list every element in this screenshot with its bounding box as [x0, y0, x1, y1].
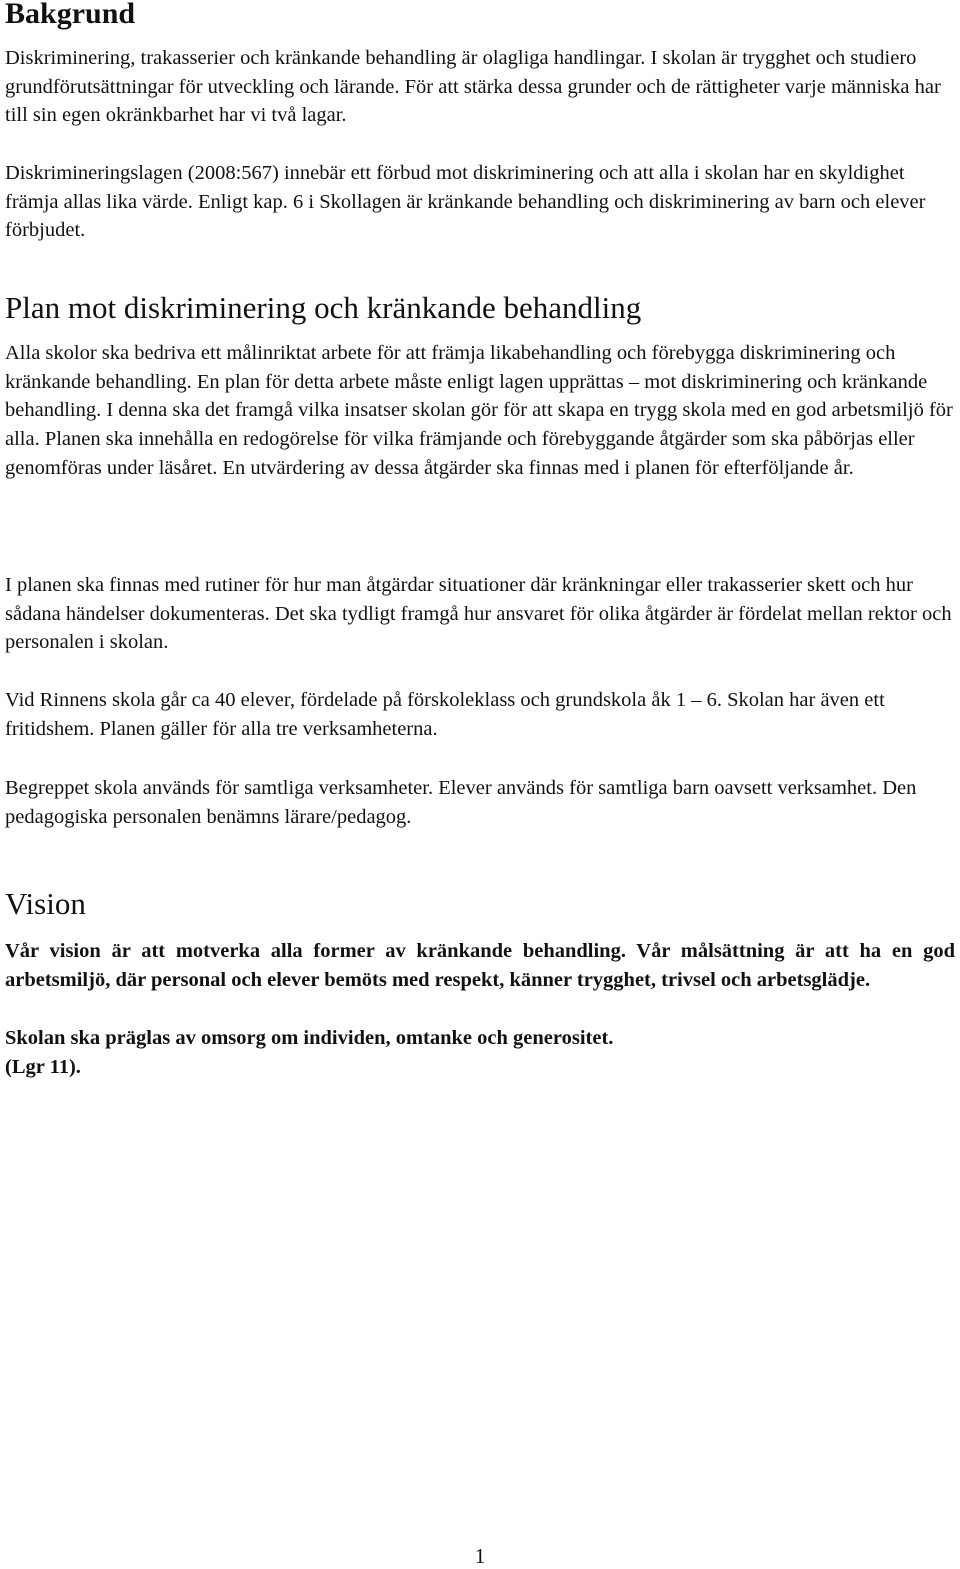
- plan-paragraph-2: I planen ska finnas med rutiner för hur man åtgärdar situationer där kränkningar eller trakasserier skett och hur sådana händelser dokumenteras. Det ska tydligt framgå hur ansvaret för olika åtgärder är fördelat mellan rektor och personalen i skolan.: [5, 574, 952, 654]
- plan-paragraph-4: Begreppet skola används för samtliga verksamheter. Elever används för samtliga barn oavsett verksamhet. Den pedagogiska personalen benämns lärare/pedagog.: [5, 777, 917, 828]
- heading-vision: Vision: [5, 886, 86, 921]
- page-number: 1: [474, 1544, 486, 1568]
- vision-paragraph-2: Skolan ska präglas av omsorg om individen, omtanke och generositet.: [5, 1027, 614, 1049]
- heading-plan: Plan mot diskriminering och kränkande behandling: [5, 290, 642, 325]
- heading-bakgrund: Bakgrund: [5, 0, 136, 30]
- vision-paragraph-1: Vår vision är att motverka alla former av kränkande behandling. Vår målsättning är att ha en god arbetsmiljö, där personal och elever bemöts med respekt, känner trygghet, trivsel och arbetsglädje.: [5, 940, 955, 991]
- bakgrund-paragraph-1: Diskriminering, trakasserier och kränkande behandling är olagliga handlingar. I skolan är trygghet och studiero grundförutsättningar för utveckling och lärande. För att stärka dessa grunder och de rättigheter varje människa har till sin egen okränkbarhet har vi två lagar.: [5, 47, 941, 127]
- vision-paragraph-3: (Lgr 11).: [5, 1056, 81, 1078]
- bakgrund-paragraph-2: Diskrimineringslagen (2008:567) innebär ett förbud mot diskriminering och att alla i skolan har en skyldighet främja allas lika värde. Enligt kap. 6 i Skollagen är kränkande behandling och diskriminering av barn och elever förbjudet.: [5, 162, 926, 242]
- plan-paragraph-3: Vid Rinnens skola går ca 40 elever, fördelade på förskoleklass och grundskola åk 1 – 6. Skolan har även ett fritidshem. Planen gäller för alla tre verksamheterna.: [5, 689, 885, 740]
- plan-paragraph-1: Alla skolor ska bedriva ett målinriktat arbete för att främja likabehandling och förebygga diskriminering och kränkande behandling. En plan för detta arbete måste enligt lagen upprättas – mot diskriminering och kränkande behandling. I denna ska det framgå vilka insatser skolan gör för att skapa en trygg skola med en god arbetsmiljö för alla. Planen ska innehålla en redogörelse för vilka främjande och förebyggande åtgärder som ska påbörjas eller genomföras under läsåret. En utvärdering av dessa åtgärder ska finnas med i planen för efterföljande år.: [5, 342, 953, 479]
